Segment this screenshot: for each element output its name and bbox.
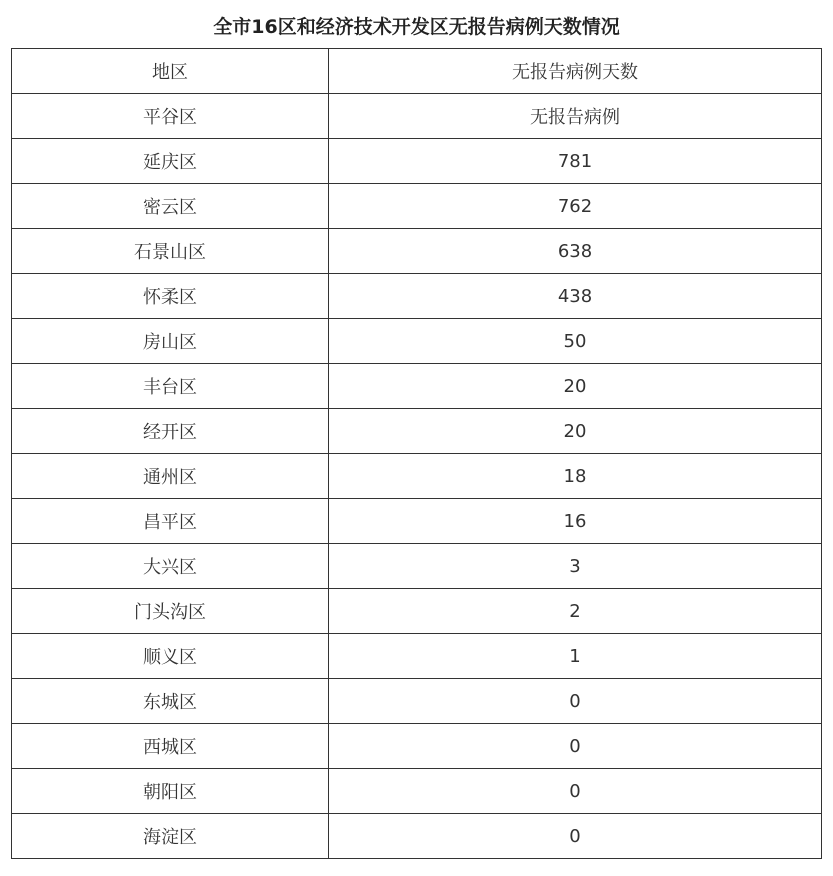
table-row — [12, 274, 822, 319]
days-cell: 762 — [329, 184, 822, 229]
table-row — [12, 454, 822, 499]
table-row — [12, 499, 822, 544]
district-cell: 经开区 — [12, 409, 329, 454]
district-cell: 东城区 — [12, 679, 329, 724]
district-cell: 门头沟区 — [12, 589, 329, 634]
table-row — [12, 724, 822, 769]
district-cell: 石景山区 — [12, 229, 329, 274]
table-row — [12, 184, 822, 229]
days-cell: 50 — [329, 319, 822, 364]
table-row — [12, 544, 822, 589]
district-cell: 海淀区 — [12, 814, 329, 859]
days-cell: 781 — [329, 139, 822, 184]
district-cell: 西城区 — [12, 724, 329, 769]
days-cell: 0 — [329, 814, 822, 859]
days-cell: 3 — [329, 544, 822, 589]
district-cell: 怀柔区 — [12, 274, 329, 319]
days-cell: 2 — [329, 589, 822, 634]
district-cell: 昌平区 — [12, 499, 329, 544]
table-row — [12, 139, 822, 184]
table-row — [12, 229, 822, 274]
table-row — [12, 409, 822, 454]
header-days: 无报告病例天数 — [329, 49, 822, 94]
district-cell: 延庆区 — [12, 139, 329, 184]
district-cell: 平谷区 — [12, 94, 329, 139]
days-cell: 20 — [329, 409, 822, 454]
table-header-row — [12, 49, 822, 94]
days-cell: 0 — [329, 769, 822, 814]
days-cell: 16 — [329, 499, 822, 544]
district-days-table — [11, 48, 822, 859]
table-row — [12, 94, 822, 139]
days-cell: 638 — [329, 229, 822, 274]
table-row — [12, 319, 822, 364]
days-cell: 无报告病例 — [329, 94, 822, 139]
table-row — [12, 364, 822, 409]
days-cell: 20 — [329, 364, 822, 409]
days-cell: 438 — [329, 274, 822, 319]
district-cell: 通州区 — [12, 454, 329, 499]
days-cell: 18 — [329, 454, 822, 499]
district-cell: 密云区 — [12, 184, 329, 229]
table-row — [12, 769, 822, 814]
district-cell: 房山区 — [12, 319, 329, 364]
district-cell: 丰台区 — [12, 364, 329, 409]
header-district: 地区 — [12, 49, 329, 94]
table-row — [12, 679, 822, 724]
days-cell: 1 — [329, 634, 822, 679]
table-row — [12, 634, 822, 679]
table-row — [12, 589, 822, 634]
district-cell: 大兴区 — [12, 544, 329, 589]
table-row — [12, 814, 822, 859]
district-cell: 朝阳区 — [12, 769, 329, 814]
days-cell: 0 — [329, 724, 822, 769]
days-cell: 0 — [329, 679, 822, 724]
district-cell: 顺义区 — [12, 634, 329, 679]
page-title: 全市16区和经济技术开发区无报告病例天数情况 — [213, 16, 620, 38]
